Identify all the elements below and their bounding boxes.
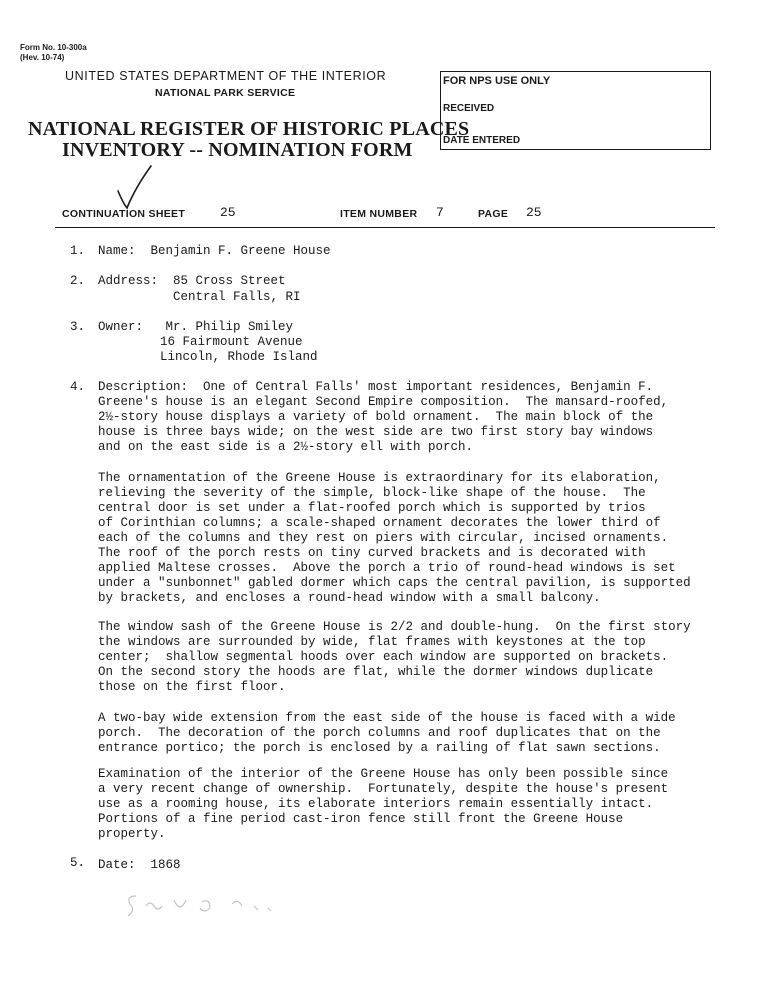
- page-label: PAGE: [478, 208, 509, 220]
- owner-line2: 16 Fairmount Avenue: [160, 335, 303, 349]
- paragraph-line: On the second story the hoods are flat, while the dormer windows duplicate: [98, 665, 654, 679]
- entry-number-3: 3.: [70, 320, 86, 334]
- entry-number-1: 1.: [70, 244, 86, 258]
- continuation-sheet-label: CONTINUATION SHEET: [62, 208, 186, 220]
- form-title-line1: NATIONAL REGISTER OF HISTORIC PLACES: [28, 118, 470, 140]
- paragraph-line: Portions of a fine period cast-iron fence still front the Greene House: [98, 812, 624, 826]
- form-no-line: Form No. 10-300a: [20, 43, 87, 52]
- form-title-line2: INVENTORY -- NOMINATION FORM: [62, 139, 413, 161]
- paragraph-line: center; shallow segmental hoods over each window are supported on brackets.: [98, 650, 669, 664]
- paragraph-line: The window sash of the Greene House is 2/2 and double-hung. On the first story: [98, 620, 691, 634]
- paragraph-line: entrance portico; the porch is enclosed by a railing of flat sawn sections.: [98, 741, 661, 755]
- department-heading: UNITED STATES DEPARTMENT OF THE INTERIOR: [65, 69, 387, 83]
- ornamentation-paragraph: [98, 471, 691, 606]
- continuation-sheet-value: 25: [220, 205, 236, 220]
- date-entered-label: DATE ENTERED: [443, 135, 521, 146]
- received-label: RECEIVED: [443, 103, 495, 114]
- paragraph-line: property.: [98, 827, 166, 841]
- paragraph-line: applied Maltese crosses. Above the porch a trio of round-head windows is set: [98, 561, 676, 575]
- paragraph-line: A two-bay wide extension from the east side of the house is faced with a wide: [98, 711, 676, 725]
- entry-number-5: 5.: [70, 856, 86, 870]
- description-paragraph: [98, 380, 668, 455]
- item-number-label: ITEM NUMBER: [340, 208, 418, 220]
- entry-number-4: 4.: [70, 380, 86, 394]
- window-sash-paragraph: [98, 620, 691, 695]
- paragraph-line: by brackets, and encloses a round-head window with a small balcony.: [98, 591, 601, 605]
- paragraph-line: use as a rooming house, its elaborate interiors remain essentially intact.: [98, 797, 654, 811]
- extension-paragraph: [98, 711, 676, 756]
- item-number-value: 7: [436, 205, 444, 220]
- paragraph-line: a very recent change of ownership. Fortunately, despite the house's present: [98, 782, 669, 796]
- paragraph-line: of Corinthian columns; a scale-shaped ornament decorates the lower third of: [98, 516, 661, 530]
- paragraph-line: Examination of the interior of the Greene House has only been possible since: [98, 767, 669, 781]
- paragraph-line: Greene's house is an elegant Second Empire composition. The mansard-roofed,: [98, 395, 669, 409]
- header-rule: [55, 227, 715, 228]
- nps-use-only-label: FOR NPS USE ONLY: [443, 75, 551, 87]
- paragraph-line: 2½-story house displays a variety of bold ornament. The main block of the: [98, 410, 654, 424]
- date-field: Date: 1868: [98, 858, 181, 872]
- paragraph-line: The ornamentation of the Greene House is extraordinary for its elaboration,: [98, 471, 661, 485]
- nps-use-box: [440, 71, 711, 150]
- page-value: 25: [526, 205, 542, 220]
- name-field: Name: Benjamin F. Greene House: [98, 244, 331, 258]
- paragraph-line: each of the columns and they rest on piers with circular, incised ornaments.: [98, 531, 669, 545]
- form-rev-line: (Hev. 10-74): [20, 53, 65, 62]
- owner-line3: Lincoln, Rhode Island: [160, 350, 318, 364]
- paragraph-line: and on the east side is a 2½-story ell with porch.: [98, 440, 474, 454]
- faint-signature-scribble: [122, 886, 302, 926]
- paragraph-line: those on the first floor.: [98, 680, 286, 694]
- paragraph-line: The roof of the porch rests on tiny curved brackets and is decorated with: [98, 546, 646, 560]
- checkmark-icon: [115, 163, 155, 213]
- paragraph-line: relieving the severity of the simple, block-like shape of the house. The: [98, 486, 646, 500]
- paragraph-line: house is three bays wide; on the west side are two first story bay windows: [98, 425, 654, 439]
- address-line1: Address: 85 Cross Street: [98, 274, 286, 288]
- paragraph-line: porch. The decoration of the porch columns and roof duplicates that on the: [98, 726, 661, 740]
- form-number: [20, 43, 87, 63]
- paragraph-line: the windows are surrounded by wide, flat frames with keystones at the top: [98, 635, 646, 649]
- interior-paragraph: [98, 767, 668, 842]
- service-heading: NATIONAL PARK SERVICE: [155, 87, 296, 99]
- address-line2: Central Falls, RI: [173, 290, 301, 304]
- paragraph-line: central door is set under a flat-roofed porch which is supported by trios: [98, 501, 646, 515]
- owner-line1: Owner: Mr. Philip Smiley: [98, 320, 294, 334]
- paragraph-line: Description: One of Central Falls' most important residences, Benjamin F.: [98, 380, 654, 394]
- entry-number-2: 2.: [70, 274, 86, 288]
- paragraph-line: under a "sunbonnet" gabled dormer which caps the central pavilion, is supported: [98, 576, 691, 590]
